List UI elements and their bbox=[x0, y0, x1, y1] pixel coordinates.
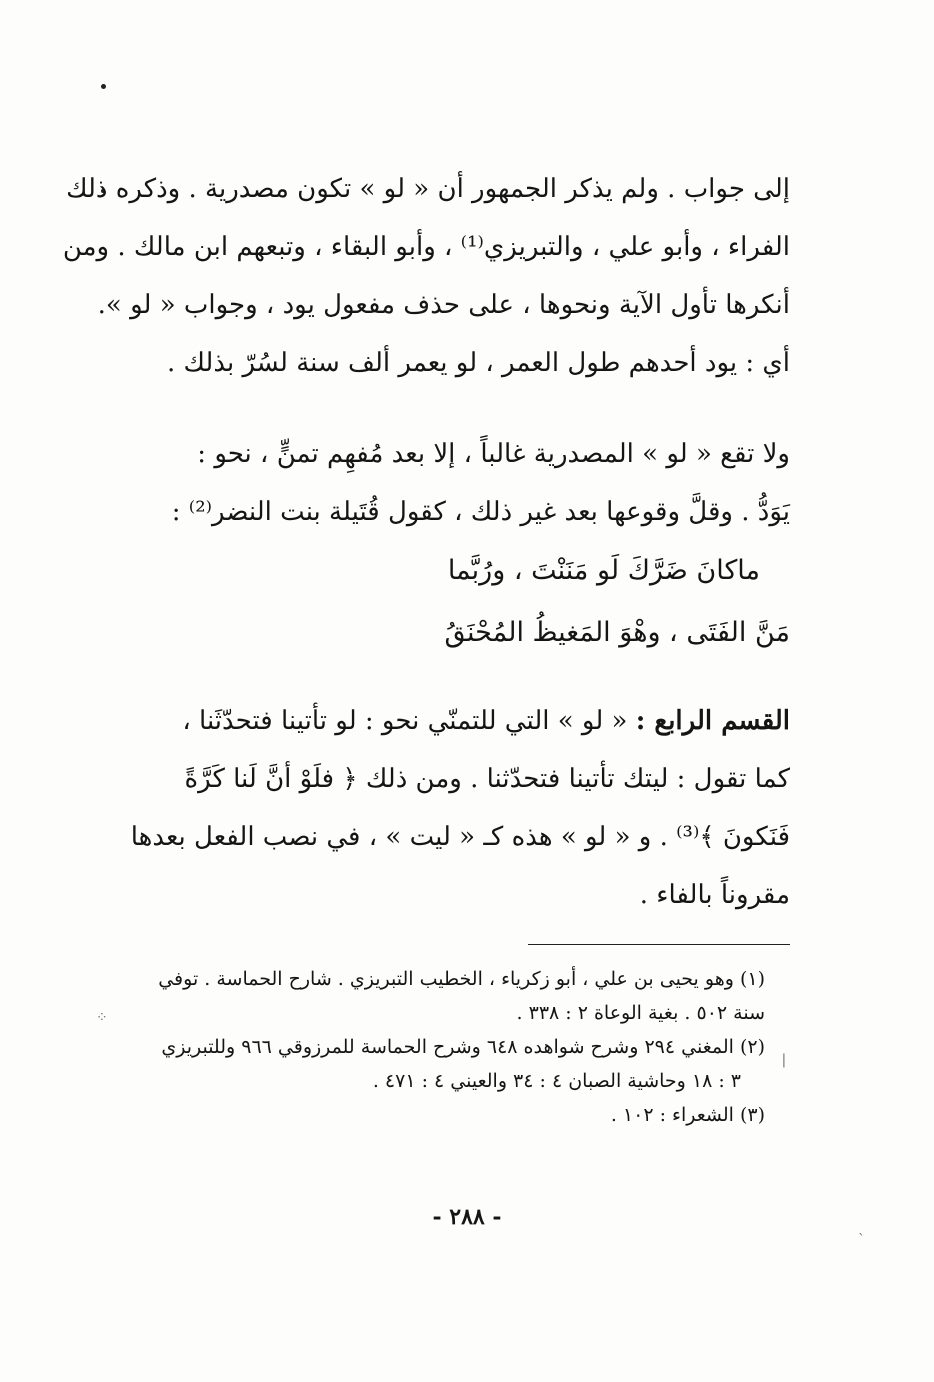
footnote-2-line: (٢) المغني ٢٩٤ وشرح شواهده ٦٤٨ وشرح الحماسة للمرزوقي ٩٦٦ وللتبريزي bbox=[161, 1036, 765, 1058]
paragraph-2-line: ولا تقع « لو » المصدرية غالباً ، إلا بعد مُفهِم تمنٍّ ، نحو : bbox=[197, 439, 790, 469]
paragraph-3-first-line-text: « لو » التي للتمنّي نحو : لو تأتينا فتحدّثَنا ، bbox=[182, 706, 628, 736]
footnote-separator bbox=[528, 944, 790, 945]
footnote-3-line: (٣) الشعراء : ١٠٢ . bbox=[610, 1104, 765, 1126]
paragraph-1-line: الفراء ، وأبو علي ، والتبريزي⁽¹⁾ ، وأبو البقاء ، وتبعهم ابن مالك . ومن bbox=[62, 232, 790, 262]
footnotes bbox=[120, 962, 765, 1132]
paragraph-2 bbox=[118, 425, 790, 541]
page-number: - ٢٨٨ - bbox=[432, 1204, 502, 1230]
paragraph-3-first-line bbox=[118, 692, 790, 750]
margin-smudge: ⁘ bbox=[96, 1010, 108, 1026]
paragraph-3 bbox=[118, 692, 790, 924]
section-heading: القسم الرابع : bbox=[635, 706, 790, 736]
verse-hemistich-2: مَنَّ الفَتَى ، وهْوَ المَغيظُ المُحْنَقُ bbox=[444, 617, 790, 648]
paragraph-3-line: فَنَكونَ ﴾⁽³⁾ . و « لو » هذه كـ « ليت » ، في نصب الفعل بعدها bbox=[130, 822, 790, 852]
margin-smudge: ❘ bbox=[778, 1052, 790, 1068]
paragraph-1-line: أنكرها تأول الآية ونحوها ، على حذف مفعول يود ، وجواب « لو ». bbox=[97, 290, 790, 320]
paragraph-3-line: كما تقول : ليتك تأتينا فتحدّثنا . ومن ذلك ﴿ فلَوْ أنَّ لَنا كَرَّةً bbox=[184, 764, 790, 794]
footnote-1-line: (١) وهو يحيى بن علي ، أبو زكرياء ، الخطيب التبريزي . شارح الحماسة . توفي bbox=[158, 968, 765, 990]
paragraph-3-line: مقروناً بالفاء . bbox=[639, 880, 790, 910]
ink-speck bbox=[101, 84, 106, 89]
paragraph-1-line: إلى جواب . ولم يذكر الجمهور أن « لو » تكون مصدرية . وذكره ذلك bbox=[66, 174, 790, 204]
paragraph-2-line: يَوَدُّ . وقلَّ وقوعها بعد غير ذلك ، كقول قُتَيلة بنت النضر⁽²⁾ : bbox=[171, 497, 790, 527]
footnote-1-line: سنة ٥٠٢ . بغية الوعاة ٢ : ٣٣٨ . bbox=[516, 1002, 765, 1024]
paragraph-1 bbox=[62, 160, 790, 392]
paragraph-1-line: أي : يود أحدهم طول العمر ، لو يعمر ألف سنة لسُرّ بذلك . bbox=[166, 348, 790, 378]
poetry-verse bbox=[150, 540, 790, 664]
footnote-2-line: ٣ : ١٨ وحاشية الصبان ٤ : ٣٤ والعيني ٤ : ٤٧١ . bbox=[372, 1070, 741, 1092]
verse-hemistich-1: ماكانَ ضَرَّكَ لَو مَنَنْتَ ، ورُبَّما bbox=[447, 555, 760, 586]
margin-smudge: ˎ bbox=[858, 1220, 865, 1236]
